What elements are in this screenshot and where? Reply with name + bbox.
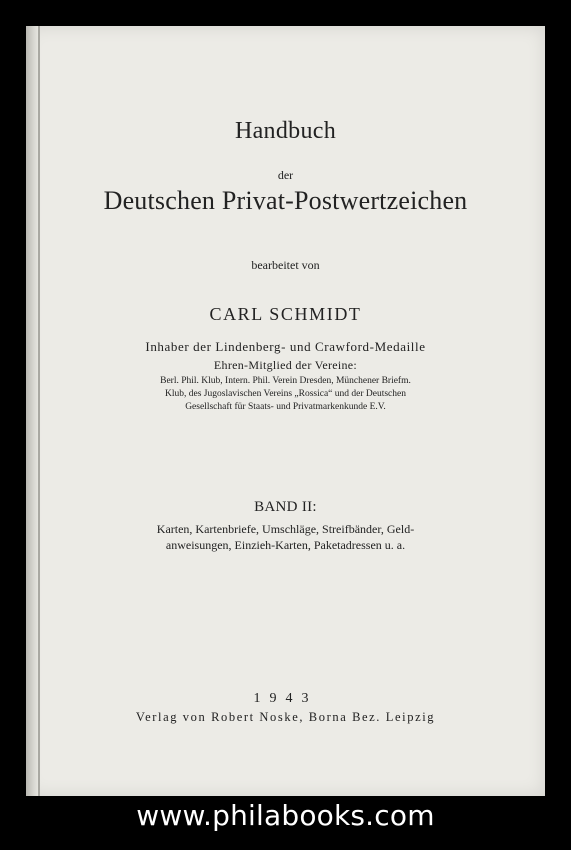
title-handbuch: Handbuch [234, 118, 337, 144]
volume-contents-line-2: anweisungen, Einzieh-Karten, Paketadressen u. a. [165, 538, 406, 552]
title-page [26, 26, 545, 796]
title-der: der [277, 168, 294, 182]
societies-line-3: Gesellschaft für Staats- und Privatmarkenkunde E.V. [185, 402, 386, 412]
societies-line-2: Klub, des Jugoslavischen Vereins „Rossica“ und der Deutschen [165, 389, 406, 399]
author-honors: Inhaber der Lindenberg- und Crawford-Medaille [145, 339, 426, 354]
website-watermark: www.philabooks.com [136, 799, 435, 832]
publication-year: 1943 [253, 691, 318, 706]
honorary-member-label: Ehren-Mitglied der Vereine: [213, 358, 358, 372]
volume-contents-line-1: Karten, Kartenbriefe, Umschläge, Streifbänder, Geld- [156, 522, 415, 536]
edited-by-label: bearbeitet von [251, 258, 320, 272]
publisher-line: Verlag von Robert Noske, Borna Bez. Leipzig [135, 710, 436, 724]
volume-label: BAND II: [254, 499, 317, 515]
societies-line-1: Berl. Phil. Klub, Intern. Phil. Verein Dresden, Münchener Briefm. [160, 376, 411, 386]
title-main: Deutschen Privat-Postwertzeichen [103, 186, 468, 215]
author-name: CARL SCHMIDT [209, 304, 362, 324]
